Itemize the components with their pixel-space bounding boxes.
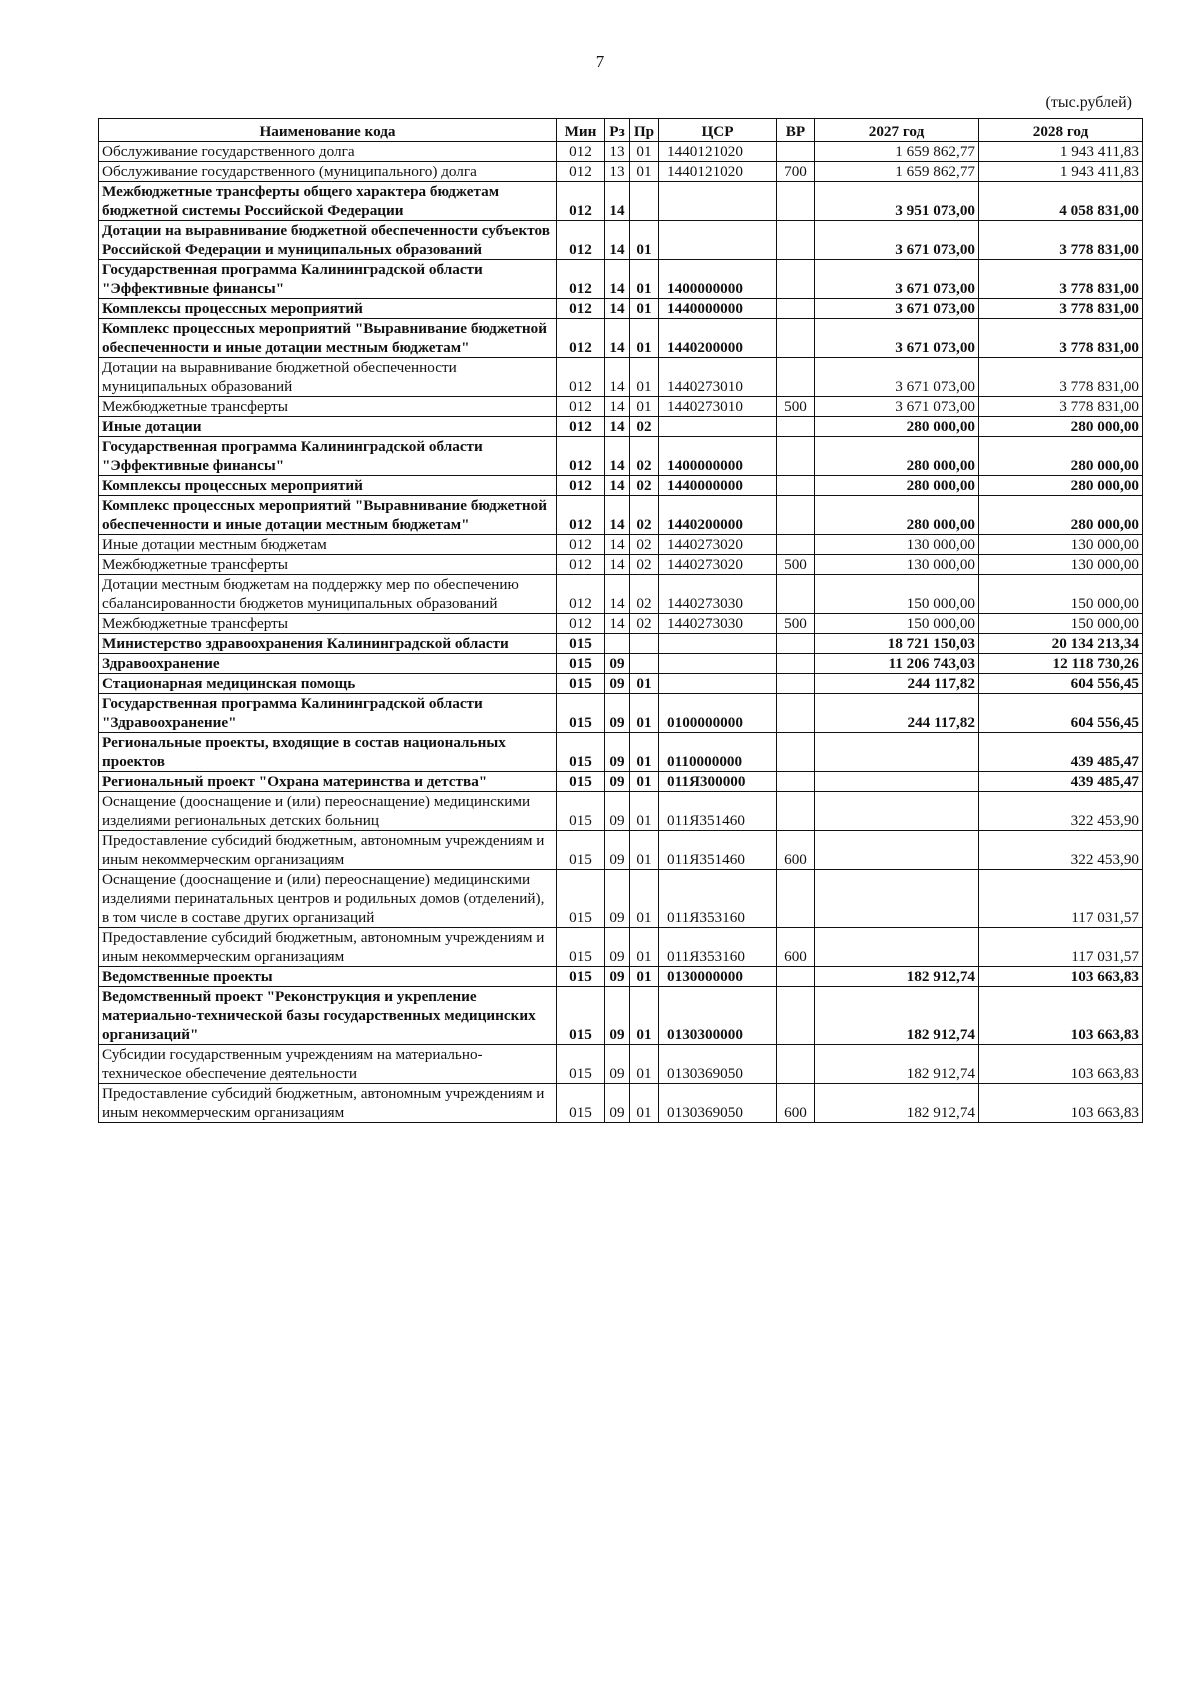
cell-rz bbox=[605, 634, 630, 654]
cell-rz: 14 bbox=[605, 299, 630, 319]
cell-min: 015 bbox=[557, 928, 605, 967]
cell-2028: 103 663,83 bbox=[979, 987, 1143, 1045]
header-csr: ЦСР bbox=[659, 119, 777, 142]
cell-min: 012 bbox=[557, 417, 605, 437]
cell-csr: 1440273020 bbox=[659, 555, 777, 575]
cell-2028: 280 000,00 bbox=[979, 437, 1143, 476]
cell-csr: 0130300000 bbox=[659, 987, 777, 1045]
cell-min: 015 bbox=[557, 654, 605, 674]
cell-vr bbox=[777, 221, 815, 260]
cell-pr: 01 bbox=[630, 299, 659, 319]
cell-2028: 1 943 411,83 bbox=[979, 162, 1143, 182]
cell-csr: 1400000000 bbox=[659, 437, 777, 476]
table-row bbox=[99, 674, 1143, 694]
cell-min: 015 bbox=[557, 870, 605, 928]
cell-vr bbox=[777, 987, 815, 1045]
cell-pr: 01 bbox=[630, 142, 659, 162]
cell-rz: 09 bbox=[605, 870, 630, 928]
cell-pr bbox=[630, 634, 659, 654]
cell-pr: 01 bbox=[630, 260, 659, 299]
cell-csr bbox=[659, 221, 777, 260]
cell-min: 012 bbox=[557, 555, 605, 575]
cell-name: Государственная программа Калининградской области "Эффективные финансы" bbox=[99, 260, 557, 299]
cell-2028: 117 031,57 bbox=[979, 928, 1143, 967]
cell-rz: 13 bbox=[605, 162, 630, 182]
cell-2027: 280 000,00 bbox=[815, 496, 979, 535]
budget-table bbox=[98, 118, 1143, 1123]
cell-2028: 3 778 831,00 bbox=[979, 358, 1143, 397]
cell-min: 015 bbox=[557, 694, 605, 733]
cell-name: Межбюджетные трансферты bbox=[99, 397, 557, 417]
cell-vr bbox=[777, 299, 815, 319]
table-row bbox=[99, 831, 1143, 870]
table-row bbox=[99, 260, 1143, 299]
cell-name: Оснащение (дооснащение и (или) переоснащение) медицинскими изделиями региональных детских больниц bbox=[99, 792, 557, 831]
cell-csr bbox=[659, 654, 777, 674]
table-row bbox=[99, 1084, 1143, 1123]
cell-min: 015 bbox=[557, 967, 605, 987]
cell-pr: 01 bbox=[630, 792, 659, 831]
cell-min: 015 bbox=[557, 831, 605, 870]
cell-2027: 182 912,74 bbox=[815, 967, 979, 987]
cell-name: Министерство здравоохранения Калининградской области bbox=[99, 634, 557, 654]
cell-2027: 3 671 073,00 bbox=[815, 319, 979, 358]
cell-2028: 3 778 831,00 bbox=[979, 319, 1143, 358]
cell-pr: 02 bbox=[630, 535, 659, 555]
cell-rz: 14 bbox=[605, 575, 630, 614]
cell-name: Дотации на выравнивание бюджетной обеспеченности муниципальных образований bbox=[99, 358, 557, 397]
cell-2028: 20 134 213,34 bbox=[979, 634, 1143, 654]
cell-2027: 182 912,74 bbox=[815, 987, 979, 1045]
cell-min: 012 bbox=[557, 614, 605, 634]
cell-2028: 3 778 831,00 bbox=[979, 397, 1143, 417]
cell-2027 bbox=[815, 928, 979, 967]
cell-pr: 01 bbox=[630, 397, 659, 417]
cell-csr: 1440000000 bbox=[659, 299, 777, 319]
cell-pr: 02 bbox=[630, 614, 659, 634]
cell-rz: 09 bbox=[605, 831, 630, 870]
cell-min: 012 bbox=[557, 182, 605, 221]
cell-2027: 182 912,74 bbox=[815, 1045, 979, 1084]
cell-2028: 604 556,45 bbox=[979, 694, 1143, 733]
cell-rz: 14 bbox=[605, 397, 630, 417]
cell-min: 015 bbox=[557, 1084, 605, 1123]
units-label: (тыс.рублей) bbox=[1045, 94, 1132, 111]
cell-min: 015 bbox=[557, 987, 605, 1045]
cell-name: Ведомственные проекты bbox=[99, 967, 557, 987]
cell-2027: 11 206 743,03 bbox=[815, 654, 979, 674]
cell-name: Региональный проект "Охрана материнства и детства" bbox=[99, 772, 557, 792]
cell-name: Ведомственный проект "Реконструкция и укрепление материально-технической базы государственных медицинских организаций" bbox=[99, 987, 557, 1045]
cell-2027: 280 000,00 bbox=[815, 437, 979, 476]
cell-name: Предоставление субсидий бюджетным, автономным учреждениям и иным некоммерческим организациям bbox=[99, 1084, 557, 1123]
cell-2028: 3 778 831,00 bbox=[979, 299, 1143, 319]
cell-name: Дотации местным бюджетам на поддержку мер по обеспечению сбалансированности бюджетов муниципальных образований bbox=[99, 575, 557, 614]
cell-csr: 0110000000 bbox=[659, 733, 777, 772]
cell-2028: 3 778 831,00 bbox=[979, 221, 1143, 260]
cell-pr: 01 bbox=[630, 221, 659, 260]
cell-name: Межбюджетные трансферты общего характера бюджетам бюджетной системы Российской Федерации bbox=[99, 182, 557, 221]
cell-pr: 02 bbox=[630, 575, 659, 614]
table-row bbox=[99, 142, 1143, 162]
cell-rz: 09 bbox=[605, 928, 630, 967]
cell-2027: 130 000,00 bbox=[815, 555, 979, 575]
cell-vr bbox=[777, 575, 815, 614]
cell-csr: 011Я353160 bbox=[659, 870, 777, 928]
cell-vr bbox=[777, 792, 815, 831]
cell-pr: 01 bbox=[630, 674, 659, 694]
cell-2028: 280 000,00 bbox=[979, 417, 1143, 437]
cell-vr bbox=[777, 967, 815, 987]
cell-vr: 600 bbox=[777, 831, 815, 870]
cell-csr: 011Я351460 bbox=[659, 792, 777, 831]
cell-rz: 09 bbox=[605, 967, 630, 987]
table-row bbox=[99, 319, 1143, 358]
cell-rz: 14 bbox=[605, 614, 630, 634]
cell-pr: 01 bbox=[630, 694, 659, 733]
cell-2028: 439 485,47 bbox=[979, 733, 1143, 772]
cell-pr: 02 bbox=[630, 496, 659, 535]
cell-name: Комплексы процессных мероприятий bbox=[99, 299, 557, 319]
table-row bbox=[99, 535, 1143, 555]
table-row bbox=[99, 928, 1143, 967]
cell-2027: 3 671 073,00 bbox=[815, 397, 979, 417]
cell-2028: 439 485,47 bbox=[979, 772, 1143, 792]
table-row bbox=[99, 654, 1143, 674]
cell-2028: 322 453,90 bbox=[979, 792, 1143, 831]
cell-csr: 1440273030 bbox=[659, 575, 777, 614]
table-row bbox=[99, 792, 1143, 831]
table-row bbox=[99, 358, 1143, 397]
cell-min: 015 bbox=[557, 1045, 605, 1084]
cell-csr: 1440200000 bbox=[659, 319, 777, 358]
cell-csr: 1440273030 bbox=[659, 614, 777, 634]
cell-name: Региональные проекты, входящие в состав национальных проектов bbox=[99, 733, 557, 772]
cell-2027: 182 912,74 bbox=[815, 1084, 979, 1123]
cell-2027: 1 659 862,77 bbox=[815, 142, 979, 162]
cell-vr bbox=[777, 870, 815, 928]
cell-rz: 14 bbox=[605, 437, 630, 476]
cell-vr bbox=[777, 437, 815, 476]
cell-csr bbox=[659, 417, 777, 437]
cell-name: Предоставление субсидий бюджетным, автономным учреждениям и иным некоммерческим организациям bbox=[99, 831, 557, 870]
cell-vr bbox=[777, 260, 815, 299]
cell-csr: 0130369050 bbox=[659, 1084, 777, 1123]
cell-2028: 4 058 831,00 bbox=[979, 182, 1143, 221]
cell-rz: 09 bbox=[605, 694, 630, 733]
cell-min: 012 bbox=[557, 476, 605, 496]
cell-min: 012 bbox=[557, 260, 605, 299]
cell-name: Иные дотации bbox=[99, 417, 557, 437]
cell-rz: 13 bbox=[605, 142, 630, 162]
cell-csr: 1400000000 bbox=[659, 260, 777, 299]
cell-name: Оснащение (дооснащение и (или) переоснащение) медицинскими изделиями перинатальных центров и родильных домов (отделений), в том числе в составе других организаций bbox=[99, 870, 557, 928]
cell-pr: 01 bbox=[630, 1084, 659, 1123]
cell-rz: 14 bbox=[605, 221, 630, 260]
cell-2028: 103 663,83 bbox=[979, 967, 1143, 987]
cell-name: Государственная программа Калининградской области "Здравоохранение" bbox=[99, 694, 557, 733]
cell-2027: 18 721 150,03 bbox=[815, 634, 979, 654]
cell-2027: 3 671 073,00 bbox=[815, 260, 979, 299]
cell-name: Государственная программа Калининградской области "Эффективные финансы" bbox=[99, 437, 557, 476]
cell-2027: 3 951 073,00 bbox=[815, 182, 979, 221]
cell-vr bbox=[777, 733, 815, 772]
cell-min: 012 bbox=[557, 319, 605, 358]
cell-min: 015 bbox=[557, 733, 605, 772]
cell-vr bbox=[777, 182, 815, 221]
cell-rz: 14 bbox=[605, 476, 630, 496]
table-row bbox=[99, 182, 1143, 221]
cell-2028: 150 000,00 bbox=[979, 614, 1143, 634]
cell-name: Межбюджетные трансферты bbox=[99, 555, 557, 575]
cell-2028: 130 000,00 bbox=[979, 535, 1143, 555]
cell-rz: 14 bbox=[605, 417, 630, 437]
cell-2027 bbox=[815, 870, 979, 928]
cell-2027: 150 000,00 bbox=[815, 575, 979, 614]
cell-vr: 500 bbox=[777, 397, 815, 417]
cell-csr: 1440121020 bbox=[659, 162, 777, 182]
cell-name: Стационарная медицинская помощь bbox=[99, 674, 557, 694]
cell-vr bbox=[777, 694, 815, 733]
table-row bbox=[99, 417, 1143, 437]
cell-name: Дотации на выравнивание бюджетной обеспеченности субъектов Российской Федерации и муниципальных образований bbox=[99, 221, 557, 260]
cell-vr bbox=[777, 417, 815, 437]
cell-vr bbox=[777, 1045, 815, 1084]
table-row bbox=[99, 397, 1143, 417]
cell-2027 bbox=[815, 772, 979, 792]
cell-2028: 322 453,90 bbox=[979, 831, 1143, 870]
cell-min: 015 bbox=[557, 792, 605, 831]
cell-name: Межбюджетные трансферты bbox=[99, 614, 557, 634]
cell-2028: 130 000,00 bbox=[979, 555, 1143, 575]
table-body bbox=[99, 142, 1143, 1123]
cell-csr: 0130369050 bbox=[659, 1045, 777, 1084]
cell-min: 012 bbox=[557, 397, 605, 417]
header-pr: Пр bbox=[630, 119, 659, 142]
table-row bbox=[99, 299, 1143, 319]
cell-min: 012 bbox=[557, 221, 605, 260]
cell-pr: 02 bbox=[630, 555, 659, 575]
cell-2027 bbox=[815, 831, 979, 870]
cell-2028: 103 663,83 bbox=[979, 1045, 1143, 1084]
cell-2027: 3 671 073,00 bbox=[815, 299, 979, 319]
page-number: 7 bbox=[595, 52, 605, 71]
cell-rz: 14 bbox=[605, 260, 630, 299]
table-row bbox=[99, 476, 1143, 496]
cell-min: 012 bbox=[557, 162, 605, 182]
cell-min: 012 bbox=[557, 142, 605, 162]
cell-pr: 01 bbox=[630, 870, 659, 928]
cell-pr: 01 bbox=[630, 967, 659, 987]
cell-rz: 09 bbox=[605, 674, 630, 694]
table-row bbox=[99, 694, 1143, 733]
cell-min: 012 bbox=[557, 437, 605, 476]
cell-2028: 1 943 411,83 bbox=[979, 142, 1143, 162]
cell-2028: 117 031,57 bbox=[979, 870, 1143, 928]
cell-name: Субсидии государственным учреждениям на материально-техническое обеспечение деятельности bbox=[99, 1045, 557, 1084]
cell-vr: 600 bbox=[777, 1084, 815, 1123]
cell-pr: 01 bbox=[630, 831, 659, 870]
cell-2027: 244 117,82 bbox=[815, 674, 979, 694]
cell-2027: 280 000,00 bbox=[815, 476, 979, 496]
cell-2027: 130 000,00 bbox=[815, 535, 979, 555]
cell-2028: 3 778 831,00 bbox=[979, 260, 1143, 299]
table-row bbox=[99, 614, 1143, 634]
cell-2027 bbox=[815, 792, 979, 831]
cell-vr: 600 bbox=[777, 928, 815, 967]
header-name: Наименование кода bbox=[99, 119, 557, 142]
cell-name: Предоставление субсидий бюджетным, автономным учреждениям и иным некоммерческим организациям bbox=[99, 928, 557, 967]
cell-pr: 01 bbox=[630, 319, 659, 358]
table-row bbox=[99, 555, 1143, 575]
cell-pr: 01 bbox=[630, 928, 659, 967]
cell-csr bbox=[659, 634, 777, 654]
cell-name: Комплекс процессных мероприятий "Выравнивание бюджетной обеспеченности и иные дотации местным бюджетам" bbox=[99, 496, 557, 535]
cell-min: 012 bbox=[557, 575, 605, 614]
table-row bbox=[99, 987, 1143, 1045]
cell-vr bbox=[777, 535, 815, 555]
cell-vr bbox=[777, 358, 815, 397]
cell-min: 012 bbox=[557, 496, 605, 535]
cell-2028: 604 556,45 bbox=[979, 674, 1143, 694]
cell-csr: 0130000000 bbox=[659, 967, 777, 987]
cell-name: Комплекс процессных мероприятий "Выравнивание бюджетной обеспеченности и иные дотации местным бюджетам" bbox=[99, 319, 557, 358]
cell-pr: 02 bbox=[630, 437, 659, 476]
cell-vr: 500 bbox=[777, 555, 815, 575]
cell-rz: 14 bbox=[605, 535, 630, 555]
cell-name: Обслуживание государственного (муниципального) долга bbox=[99, 162, 557, 182]
cell-csr bbox=[659, 674, 777, 694]
cell-rz: 09 bbox=[605, 772, 630, 792]
cell-csr: 011Я351460 bbox=[659, 831, 777, 870]
table-row bbox=[99, 437, 1143, 476]
header-vr: ВР bbox=[777, 119, 815, 142]
table-row bbox=[99, 772, 1143, 792]
cell-vr: 700 bbox=[777, 162, 815, 182]
cell-2027: 280 000,00 bbox=[815, 417, 979, 437]
cell-rz: 09 bbox=[605, 733, 630, 772]
table-row bbox=[99, 221, 1143, 260]
cell-csr: 011Я353160 bbox=[659, 928, 777, 967]
cell-min: 012 bbox=[557, 299, 605, 319]
cell-min: 012 bbox=[557, 358, 605, 397]
cell-csr bbox=[659, 182, 777, 221]
cell-2027: 3 671 073,00 bbox=[815, 221, 979, 260]
cell-min: 012 bbox=[557, 535, 605, 555]
cell-rz: 09 bbox=[605, 1084, 630, 1123]
cell-csr: 1440000000 bbox=[659, 476, 777, 496]
table-row bbox=[99, 1045, 1143, 1084]
table-row bbox=[99, 967, 1143, 987]
cell-rz: 14 bbox=[605, 555, 630, 575]
cell-vr bbox=[777, 142, 815, 162]
cell-pr: 01 bbox=[630, 987, 659, 1045]
cell-csr: 1440121020 bbox=[659, 142, 777, 162]
cell-min: 015 bbox=[557, 634, 605, 654]
cell-2028: 280 000,00 bbox=[979, 476, 1143, 496]
cell-2027: 244 117,82 bbox=[815, 694, 979, 733]
cell-min: 015 bbox=[557, 772, 605, 792]
header-rz: Рз bbox=[605, 119, 630, 142]
cell-vr bbox=[777, 674, 815, 694]
cell-name: Иные дотации местным бюджетам bbox=[99, 535, 557, 555]
cell-2027: 1 659 862,77 bbox=[815, 162, 979, 182]
cell-rz: 14 bbox=[605, 358, 630, 397]
table-row bbox=[99, 575, 1143, 614]
header-min: Мин bbox=[557, 119, 605, 142]
cell-vr bbox=[777, 634, 815, 654]
cell-name: Здравоохранение bbox=[99, 654, 557, 674]
cell-vr bbox=[777, 319, 815, 358]
cell-pr: 01 bbox=[630, 1045, 659, 1084]
cell-2028: 12 118 730,26 bbox=[979, 654, 1143, 674]
cell-csr: 0100000000 bbox=[659, 694, 777, 733]
cell-vr bbox=[777, 654, 815, 674]
cell-vr bbox=[777, 476, 815, 496]
cell-rz: 09 bbox=[605, 987, 630, 1045]
cell-pr: 01 bbox=[630, 772, 659, 792]
cell-rz: 09 bbox=[605, 654, 630, 674]
cell-rz: 14 bbox=[605, 319, 630, 358]
table-row bbox=[99, 496, 1143, 535]
cell-pr: 02 bbox=[630, 476, 659, 496]
cell-pr: 02 bbox=[630, 417, 659, 437]
cell-2028: 280 000,00 bbox=[979, 496, 1143, 535]
header-2027: 2027 год bbox=[815, 119, 979, 142]
cell-vr: 500 bbox=[777, 614, 815, 634]
table-row bbox=[99, 870, 1143, 928]
cell-vr bbox=[777, 496, 815, 535]
cell-rz: 14 bbox=[605, 496, 630, 535]
cell-csr: 1440273010 bbox=[659, 397, 777, 417]
cell-name: Обслуживание государственного долга bbox=[99, 142, 557, 162]
table-header-row bbox=[99, 119, 1143, 142]
header-2028: 2028 год bbox=[979, 119, 1143, 142]
cell-pr bbox=[630, 654, 659, 674]
table-row bbox=[99, 162, 1143, 182]
cell-2027 bbox=[815, 733, 979, 772]
table-row bbox=[99, 634, 1143, 654]
cell-csr: 1440273010 bbox=[659, 358, 777, 397]
cell-rz: 14 bbox=[605, 182, 630, 221]
cell-2027: 3 671 073,00 bbox=[815, 358, 979, 397]
cell-pr: 01 bbox=[630, 733, 659, 772]
cell-csr: 011Я300000 bbox=[659, 772, 777, 792]
cell-rz: 09 bbox=[605, 792, 630, 831]
cell-pr: 01 bbox=[630, 358, 659, 397]
cell-vr bbox=[777, 772, 815, 792]
cell-2028: 150 000,00 bbox=[979, 575, 1143, 614]
cell-min: 015 bbox=[557, 674, 605, 694]
cell-csr: 1440200000 bbox=[659, 496, 777, 535]
cell-pr: 01 bbox=[630, 162, 659, 182]
cell-2028: 103 663,83 bbox=[979, 1084, 1143, 1123]
cell-csr: 1440273020 bbox=[659, 535, 777, 555]
cell-pr bbox=[630, 182, 659, 221]
cell-2027: 150 000,00 bbox=[815, 614, 979, 634]
cell-rz: 09 bbox=[605, 1045, 630, 1084]
cell-name: Комплексы процессных мероприятий bbox=[99, 476, 557, 496]
table-row bbox=[99, 733, 1143, 772]
